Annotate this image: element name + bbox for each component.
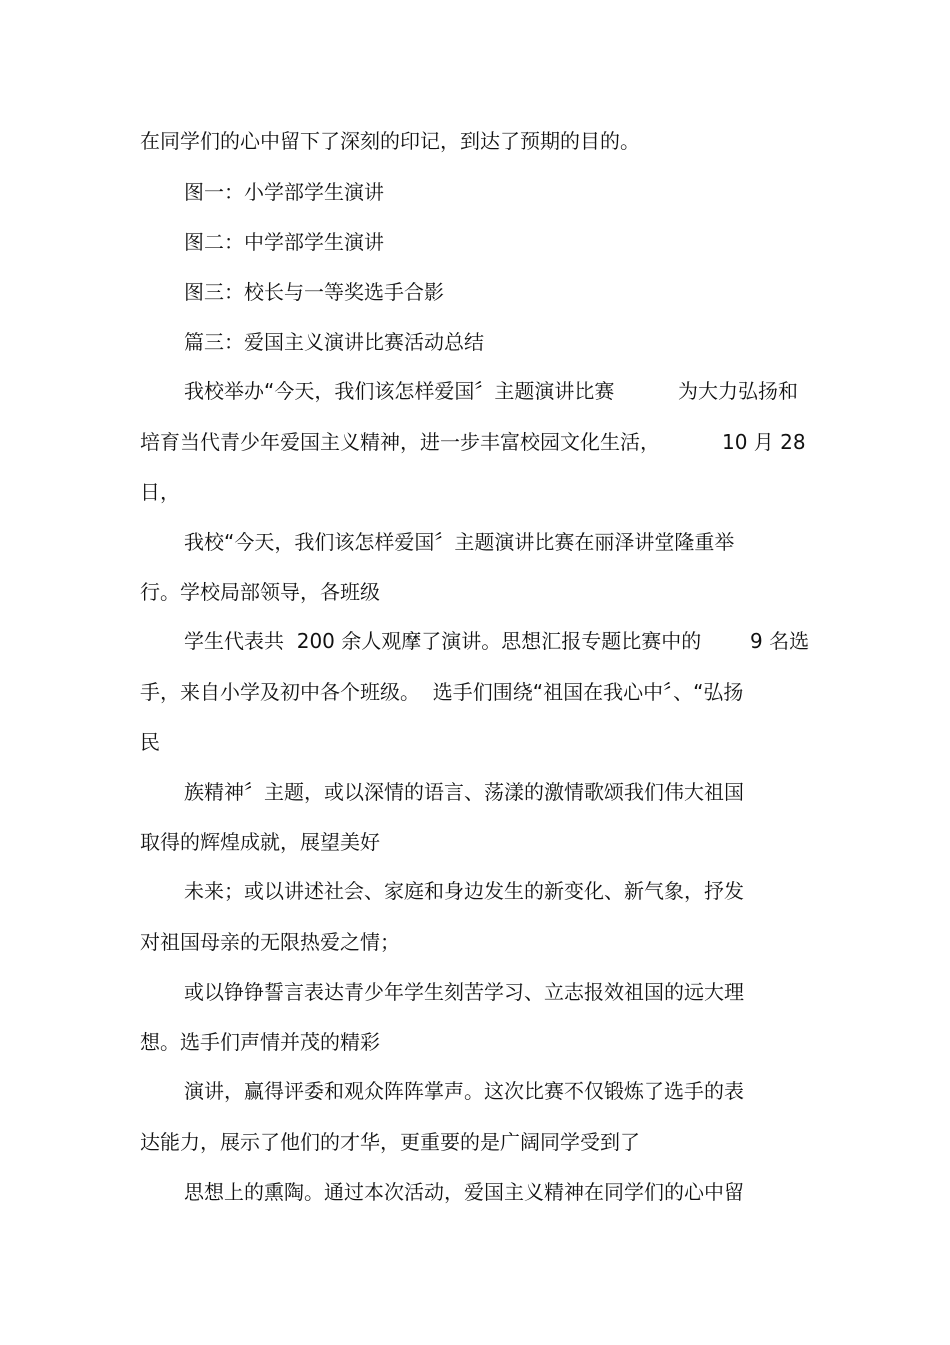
paragraph-line: 演讲，赢得评委和观众阵阵掌声。这次比赛不仅锻炼了选手的表 [184, 1079, 744, 1103]
paragraph-line-tail: 为大力弘扬和 [678, 379, 798, 403]
paragraph-line: 我校“今天，我们该怎样爱国〞主题演讲比赛在丽泽讲堂隆重举 [184, 530, 735, 554]
paragraph-line: 我校举办“今天，我们该怎样爱国〞主题演讲比赛 [184, 379, 615, 403]
figure-caption-1: 图一：小学部学生演讲 [184, 180, 384, 204]
figure-caption-2: 图二：中学部学生演讲 [184, 230, 384, 254]
paragraph-line: 培育当代青少年爱国主义精神，进一步丰富校园文化生活， [140, 430, 660, 454]
paragraph-line: 手，来自小学及初中各个班级。 选手们围绕“祖国在我心中〞、“弘扬 [140, 680, 744, 704]
paragraph-line-tail: 10 月 28 [722, 430, 806, 454]
paragraph-line: 想。选手们声情并茂的精彩 [140, 1030, 380, 1054]
section-heading: 篇三：爱国主义演讲比赛活动总结 [184, 330, 484, 354]
paragraph-line: 族精神〞主题，或以深情的语言、荡漾的激情歌颂我们伟大祖国 [184, 780, 744, 804]
paragraph-line: 取得的辉煌成就，展望美好 [140, 830, 380, 854]
paragraph-line: 日， [140, 480, 180, 504]
figure-caption-3: 图三：校长与一等奖选手合影 [184, 280, 444, 304]
paragraph-line: 民 [140, 730, 160, 754]
paragraph-line: 对祖国母亲的无限热爱之情； [140, 930, 400, 954]
paragraph-line: 学生代表共 200 余人观摩了演讲。思想汇报专题比赛中的 [184, 629, 702, 653]
paragraph-line-tail: 9 名选 [750, 629, 810, 653]
paragraph-line: 思想上的熏陶。通过本次活动，爱国主义精神在同学们的心中留 [184, 1180, 744, 1204]
paragraph-line: 未来；或以讲述社会、家庭和身边发生的新变化、新气象，抒发 [184, 879, 744, 903]
paragraph-line: 行。学校局部领导，各班级 [140, 580, 380, 604]
paragraph-line: 或以铮铮誓言表达青少年学生刻苦学习、立志报效祖国的远大理 [184, 980, 744, 1004]
paragraph-line: 达能力，展示了他们的才华，更重要的是广阔同学受到了 [140, 1130, 640, 1154]
paragraph-line: 在同学们的心中留下了深刻的印记，到达了预期的目的。 [140, 129, 640, 153]
